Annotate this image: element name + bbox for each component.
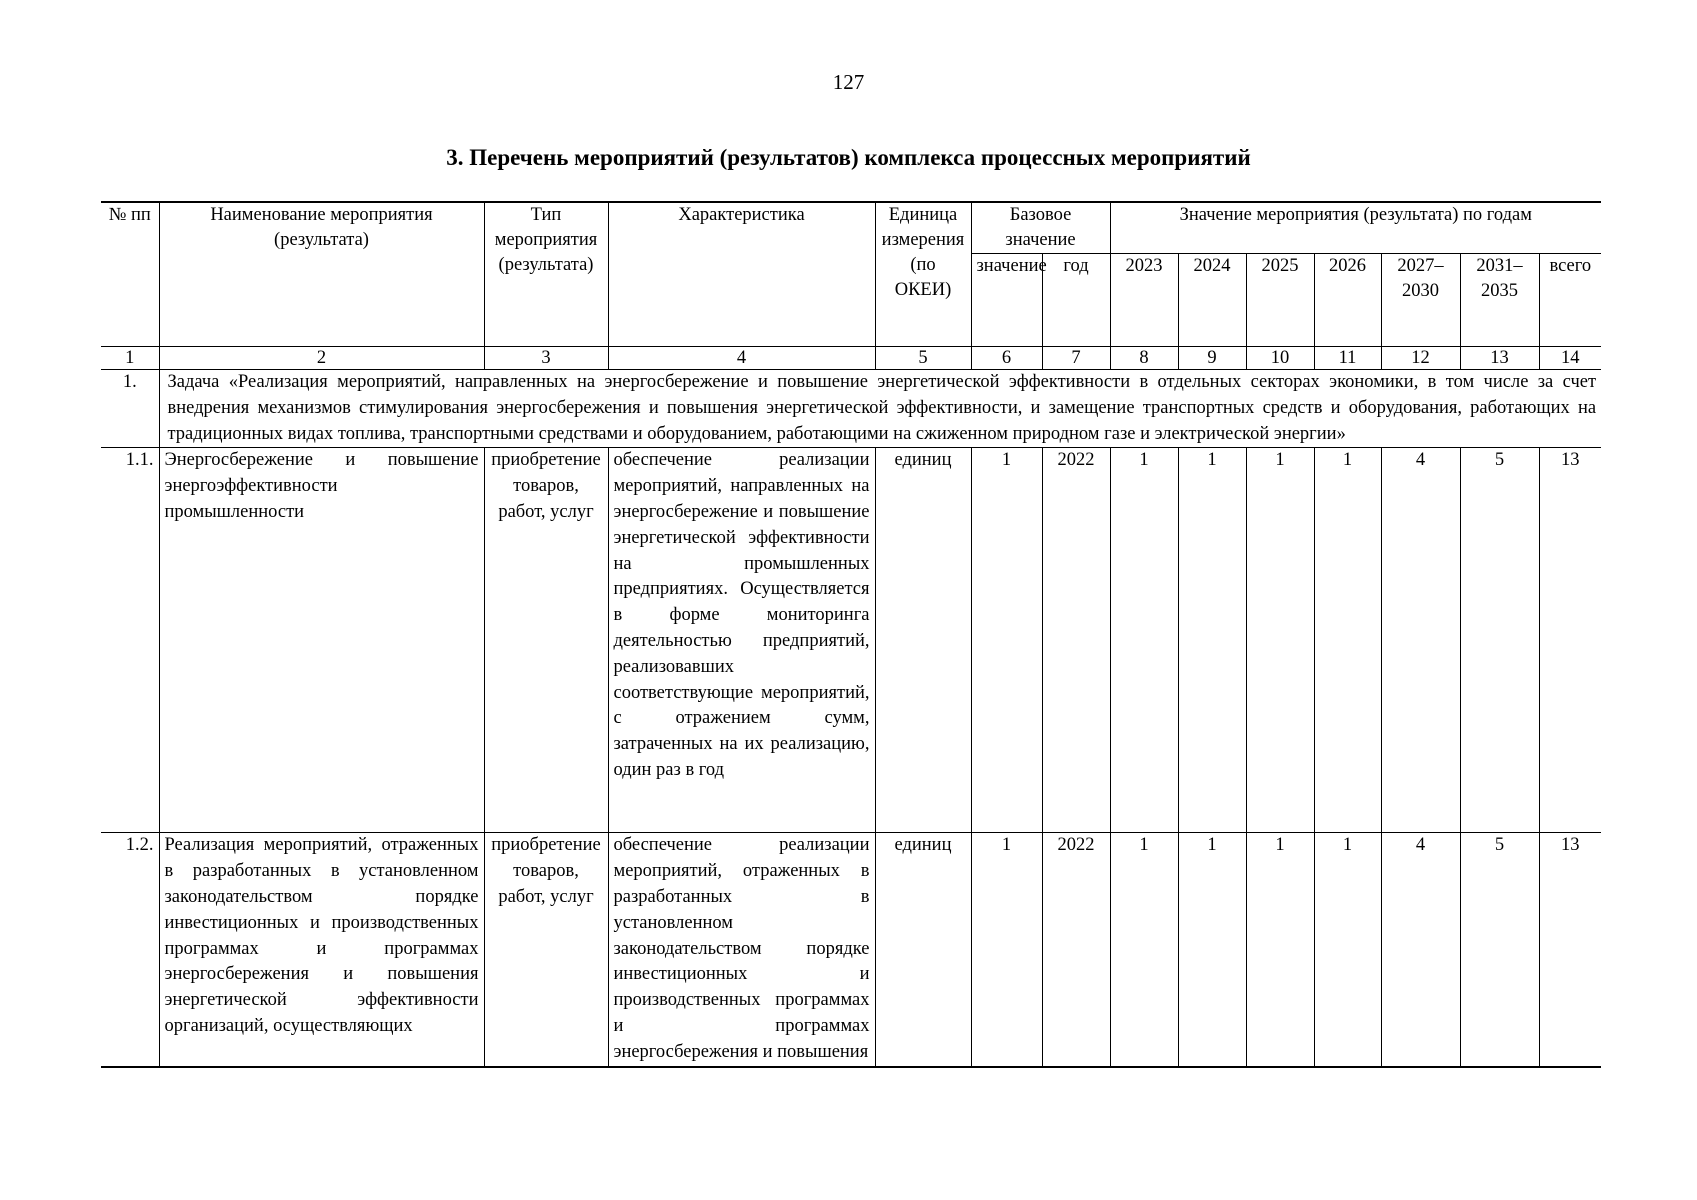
row-name: Энергосбережение и повышение энергоэффективности промышленности [159,448,484,833]
column-number: 9 [1178,347,1246,370]
task-row [101,370,1601,448]
column-number: 1 [101,347,159,370]
header-characteristic: Характеристика [608,202,875,347]
row-num: 1.2. [101,833,159,1067]
header-values-by-year: Значение мероприятия (результата) по годам [1110,202,1601,254]
row-base-year: 2022 [1042,448,1110,833]
header-row [101,202,1601,254]
document-title: 3. Перечень мероприятий (результатов) комплекса процессных мероприятий [446,145,1251,170]
row-value-2031-2035: 5 [1460,833,1539,1067]
table-row [101,833,1601,1067]
row-value-2025: 1 [1246,448,1314,833]
task-text: Задача «Реализация мероприятий, направленных на энергосбережение и повышение энергетической эффективности в отдельных секторах экономики, в том числе за счет внедрения механизмов стимулирования энергосбережения и повышения энергетической эффективности, и замещение транспортных средств и оборудования, работающих на традиционных видах топлива, транспортными средствами и оборудованием, работающими на сжиженном природном газе и электрической энергии» [159,370,1601,448]
column-number: 11 [1314,347,1381,370]
column-number: 10 [1246,347,1314,370]
header-base: Базовое значение [971,202,1110,254]
row-value-2026: 1 [1314,448,1381,833]
header-year-2023: 2023 [1110,254,1178,347]
column-number: 7 [1042,347,1110,370]
page-number: 127 [832,70,865,94]
header-year-2024: 2024 [1178,254,1246,347]
row-type: приобретение товаров, работ, услуг [484,833,608,1067]
row-characteristic: обеспечение реализации мероприятий, отраженных в разработанных в установленном законодательством порядке инвестиционных и производственных программах и программах энергосбережения и повышения [608,833,875,1067]
row-value-2025: 1 [1246,833,1314,1067]
column-numbers-row [101,347,1601,370]
row-value-total: 13 [1539,448,1601,833]
row-base-year: 2022 [1042,833,1110,1067]
header-year-2027-2030: 2027–2030 [1381,254,1460,347]
row-value-2031-2035: 5 [1460,448,1539,833]
row-value-total: 13 [1539,833,1601,1067]
row-name: Реализация мероприятий, отраженных в разработанных в установленном законодательством порядке инвестиционных и производственных программах и программах энергосбережения и повышения энергетической эффективности организаций, осуществляющих [159,833,484,1067]
column-number: 14 [1539,347,1601,370]
column-number: 12 [1381,347,1460,370]
row-value-2024: 1 [1178,448,1246,833]
task-num: 1. [101,370,159,448]
header-year-2026: 2026 [1314,254,1381,347]
row-base-value: 1 [971,833,1042,1067]
row-type: приобретение товаров, работ, услуг [484,448,608,833]
column-number: 3 [484,347,608,370]
table-row [101,448,1601,833]
row-base-value: 1 [971,448,1042,833]
header-year-2025: 2025 [1246,254,1314,347]
row-characteristic: обеспечение реализации мероприятий, направленных на энергосбережение и повышение энергетической эффективности на промышленных предприятиях. Осуществляется в форме мониторинга деятельностью предприятий, реализовавших соответствующие мероприятий, с отражением сумм, затраченных на их реализацию, один раз в год [608,448,875,833]
header-type: Тип мероприятия (результата) [484,202,608,347]
header-unit: Единица измерения (по ОКЕИ) [875,202,971,347]
row-unit: единиц [875,448,971,833]
column-number: 5 [875,347,971,370]
row-unit: единиц [875,833,971,1067]
row-value-2026: 1 [1314,833,1381,1067]
column-number: 6 [971,347,1042,370]
column-number: 13 [1460,347,1539,370]
row-value-2023: 1 [1110,833,1178,1067]
row-value-2024: 1 [1178,833,1246,1067]
header-year-2031-2035: 2031–2035 [1460,254,1539,347]
column-number: 2 [159,347,484,370]
column-number: 8 [1110,347,1178,370]
row-value-2023: 1 [1110,448,1178,833]
measures-table [101,201,1601,1068]
header-name: Наименование мероприятия (результата) [159,202,484,347]
header-base-year: год [1042,254,1110,347]
header-total: всего [1539,254,1601,347]
row-num: 1.1. [101,448,159,833]
row-value-2027-2030: 4 [1381,833,1460,1067]
row-value-2027-2030: 4 [1381,448,1460,833]
header-num: № пп [101,202,159,347]
header-base-value: значение [971,254,1042,347]
column-number: 4 [608,347,875,370]
